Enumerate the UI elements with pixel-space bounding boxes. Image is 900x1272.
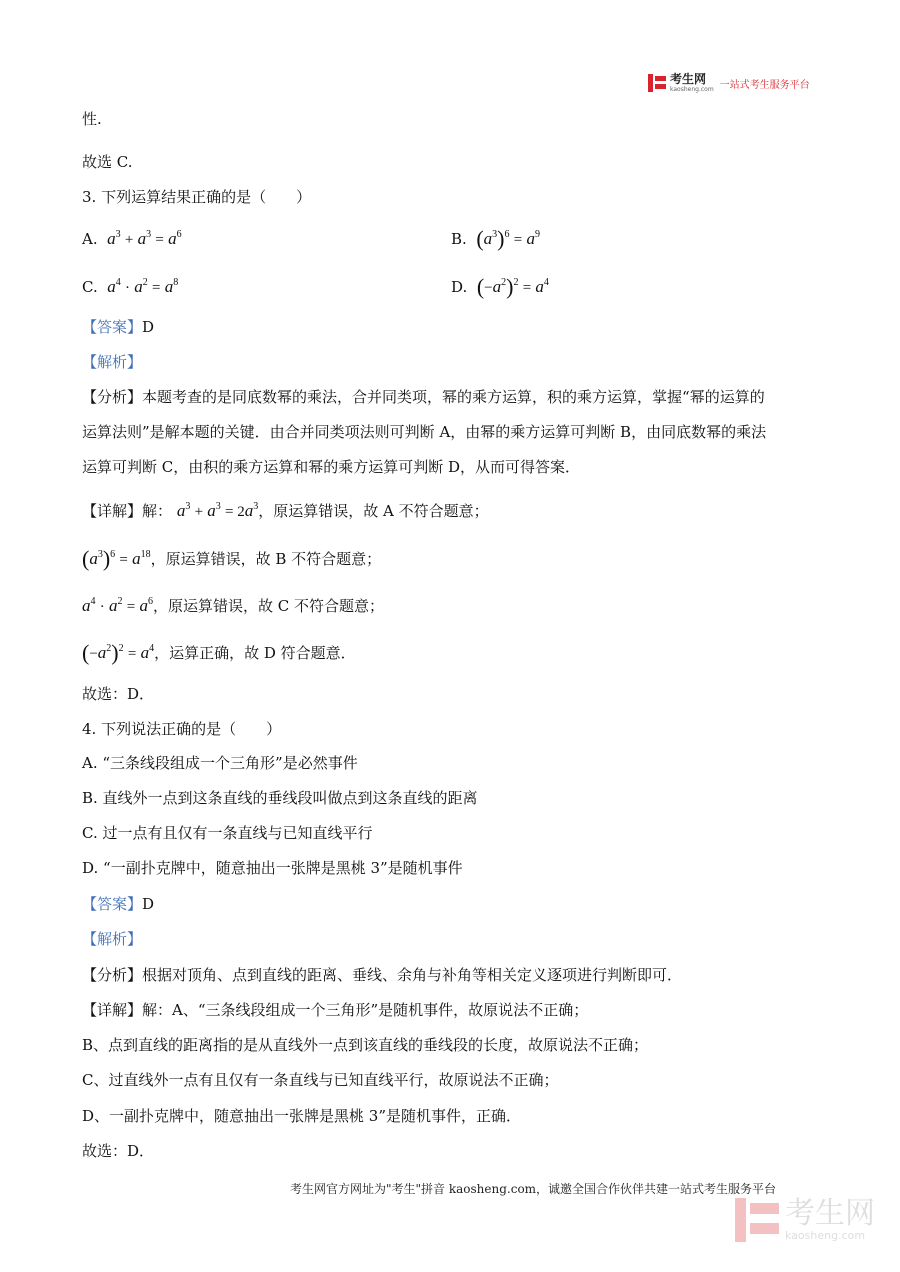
q3-formula-b: $(a^3)^6 = a^9$ xyxy=(476,226,540,251)
q3-fenxi-2: 运算法则”是解本题的关键．由合并同类项法则可判断 A，由幂的乘方运算可判断 B，由同底数幂的乘法 xyxy=(82,423,767,441)
q3-option-b xyxy=(451,228,540,251)
q3-fenxi-1 xyxy=(82,386,765,408)
q4-choice: 故选：D． xyxy=(82,1142,155,1160)
q3-detail-text-1: ，原运算错误，故 A 不符合题意； xyxy=(258,502,489,520)
q3-answer xyxy=(82,316,154,338)
watermark-name: 考生网 xyxy=(785,1196,875,1231)
q4-fenxi-tag: 【分析】 xyxy=(82,966,143,984)
q3-detail-text-4: ，运算正确，故 D 符合题意． xyxy=(154,644,356,662)
logo-slogan: 一站式考生服务平台 xyxy=(719,79,810,91)
q3-detail-3 xyxy=(82,595,384,618)
q3-label-d: D. xyxy=(451,278,468,296)
q3-stem: 3. 下列运算结果正确的是（ ） xyxy=(82,188,312,206)
q3-analysis-tag: 【解析】 xyxy=(82,353,143,371)
q4-detail-4: D、一副扑克牌中，随意抽出一张牌是黑桃 3”是随机事件，正确． xyxy=(82,1107,522,1125)
q3-answer-value: D xyxy=(142,318,155,336)
q3-detail-text-3: ，原运算错误，故 C 不符合题意； xyxy=(152,597,384,615)
q3-xiangjie-tag: 【详解】 xyxy=(82,502,143,520)
footer-text: 考生网官方网址为"考生"拼音 kaosheng.com，诚邀全国合作伙伴共建一站式考生服务平台 xyxy=(290,1182,777,1196)
q3-detail-formula-4: $(-a^2)^2 = a^4$ xyxy=(82,640,155,665)
q3-fenxi-text-1: 本题考查的是同底数幂的乘法，合并同类项，幂的乘方运算，积的乘方运算，掌握“幂的运算的 xyxy=(142,388,765,406)
q4-detail-text-1: 解：A、“三条线段组成一个三角形”是随机事件，故原说法不正确； xyxy=(142,1001,589,1019)
q4-option-c: C. 过一点有且仅有一条直线与已知直线平行 xyxy=(82,824,373,842)
q3-formula-c: $a^4 \cdot a^2 = a^8$ xyxy=(107,277,179,296)
q3-option-c xyxy=(82,276,178,299)
q3-formula-d: $(-a^2)^2 = a^4$ xyxy=(476,274,549,299)
q3-detail-formula-2: $(a^3)^6 = a^{18}$ xyxy=(82,546,151,571)
q4-fenxi-text: 根据对顶角、点到直线的距离、垂线、余角与补角等相关定义逐项进行判断即可． xyxy=(142,966,683,984)
q3-label-a: A. xyxy=(82,230,98,248)
logo-domain: kaosheng.com xyxy=(670,86,714,93)
q3-fenxi-3: 运算可判断 C，由积的乘方运算和幂的乘方运算可判断 D，从而可得答案． xyxy=(82,458,581,476)
q4-answer-tag: 【答案】 xyxy=(82,895,143,913)
q3-detail-1 xyxy=(82,500,489,523)
q3-formula-a: $a^3 + a^3 = a^6$ xyxy=(107,229,182,248)
q3-fenxi-tag: 【分析】 xyxy=(82,388,143,406)
q4-stem: 4. 下列说法正确的是（ ） xyxy=(82,720,282,738)
q4-answer xyxy=(82,893,154,915)
prev-tail: 性. xyxy=(82,110,102,128)
header-logo xyxy=(648,72,810,94)
logo-name: 考生网 xyxy=(670,72,707,86)
q3-option-a xyxy=(82,228,182,251)
watermark-logo-icon xyxy=(735,1198,779,1242)
q3-detail-formula-1: $a^3 + a^3 = 2a^3$ xyxy=(176,501,259,520)
kaosheng-logo-icon xyxy=(648,74,666,92)
q4-xiangjie-tag: 【详解】 xyxy=(82,1001,143,1019)
q3-detail-2 xyxy=(82,548,381,571)
q3-detail-formula-3: $a^4 \cdot a^2 = a^6$ xyxy=(82,596,153,615)
q3-label-b: B. xyxy=(451,230,467,248)
q3-detail-4 xyxy=(82,642,356,665)
q4-detail-3: C、过直线外一点有且仅有一条直线与已知直线平行，故原说法不正确； xyxy=(82,1071,559,1089)
q4-option-a: A. “三条线段组成一个三角形”是必然事件 xyxy=(82,754,358,772)
prev-choice: 故选 C. xyxy=(82,153,133,171)
q3-choice: 故选：D． xyxy=(82,685,155,703)
q3-option-d xyxy=(451,276,549,299)
watermark xyxy=(735,1198,875,1242)
q4-option-d: D. “一副扑克牌中，随意抽出一张牌是黑桃 3”是随机事件 xyxy=(82,859,463,877)
q4-detail-2: B、点到直线的距离指的是从直线外一点到该直线的垂线段的长度，故原说法不正确； xyxy=(82,1036,649,1054)
q3-jie: 解： xyxy=(142,502,173,520)
q3-label-c: C. xyxy=(82,278,98,296)
watermark-domain: kaosheng.com xyxy=(785,1229,866,1242)
q3-answer-tag: 【答案】 xyxy=(82,318,143,336)
q3-detail-text-2: ，原运算错误，故 B 不符合题意； xyxy=(150,550,382,568)
q4-analysis-tag: 【解析】 xyxy=(82,930,143,948)
q4-detail-1 xyxy=(82,999,588,1021)
q4-fenxi xyxy=(82,964,682,986)
q4-option-b: B. 直线外一点到这条直线的垂线段叫做点到这条直线的距离 xyxy=(82,789,478,807)
q4-answer-value: D xyxy=(142,895,155,913)
